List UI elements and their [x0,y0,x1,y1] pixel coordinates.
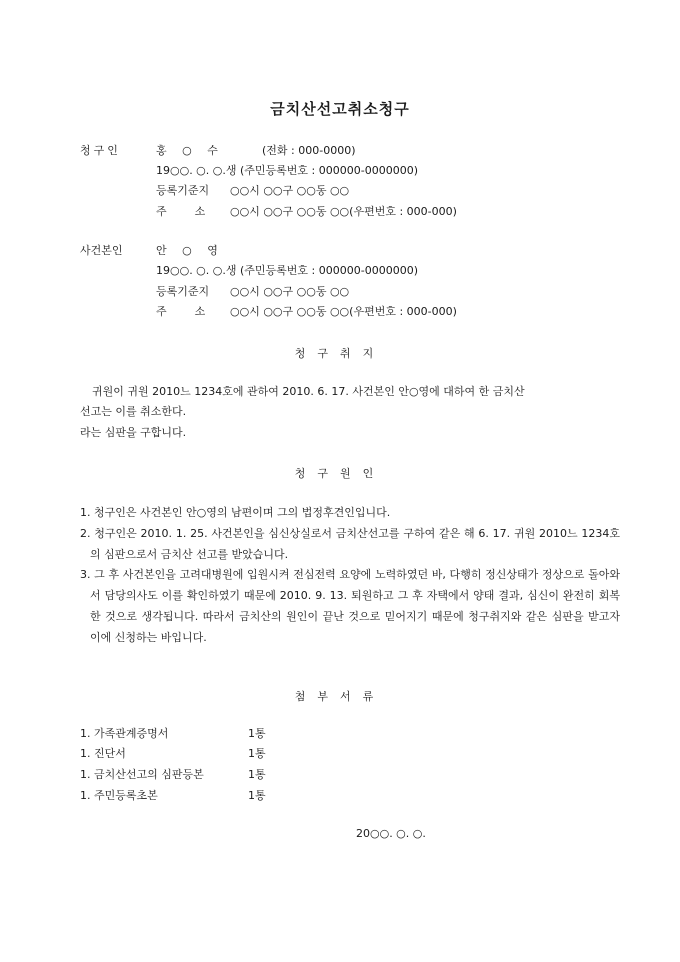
purpose-heading: 청구취지 [294,347,386,360]
cause-item-1: 1. 청구인은 사건본인 안○영의 남편이며 그의 법정후견인입니다. [80,506,391,519]
attachment-name: 1. 가족관계증명서 [80,727,169,740]
subject-label: 사건본인 [80,244,123,257]
petitioner-address-label: 주 소 [156,205,206,218]
attachment-count: 1통 [248,727,266,740]
attachment-item [80,767,266,783]
attachment-name: 1. 주민등록초본 [80,789,158,802]
petitioner-address-value: ○○시 ○○구 ○○동 ○○(우편번호 : 000-000) [230,205,457,218]
attachments-heading: 첨부서류 [294,690,386,703]
attachment-name: 1. 금치산선고의 심판등본 [80,768,204,781]
subject-registry-value: ○○시 ○○구 ○○동 ○○ [230,285,350,298]
petitioner-label: 청구인 [80,144,121,157]
petitioner-birth: 19○○. ○. ○.생 (주민등록번호 : 000000-0000000) [156,164,418,177]
cause-heading: 청구원인 [294,467,386,480]
petitioner-registry-label: 등록기준지 [156,184,210,197]
attachment-count: 1통 [248,789,266,802]
purpose-line-1: 귀원이 귀원 2010느 1234호에 관하여 2010. 6. 17. 사건본인 안○영에 대하여 한 금치산 [92,385,525,398]
subject-address-label: 주 소 [156,305,206,318]
attachment-item [80,746,266,762]
document-title: 금치산선고취소청구 [270,100,410,118]
cause-item-2: 2. 청구인은 2010. 1. 25. 사건본인을 심신상실로서 금치산선고를 구하여 같은 해 6. 17. 귀원 2010느 1234호의 심판으로서 금치산 선고를 받았습니다. [80,527,620,561]
purpose-line-3: 라는 심판을 구합니다. [80,426,187,439]
attachment-item [80,726,266,742]
subject-name: 안 ○ 영 [156,244,224,257]
purpose-line-2: 선고는 이를 취소한다. [80,405,187,418]
cause-item-3: 3. 그 후 사건본인을 고려대병원에 입원시켜 전심전력 요양에 노력하였던 바, 다행히 정신상태가 정상으로 돌아와서 담당의사도 이를 확인하였기 때문에 2010. 9. 13. 퇴원하고 그 후 자택에서 양태 결과, 심신이 완전히 회복한 것으로 생각됩니다. 따라서 금치산의 원인이 끝난 것으로 믿어지기 때문에 청구취지와 같은 심판을 받고자 이에 신청하는 바입니다. [80,568,620,644]
subject-registry-label: 등록기준지 [156,285,210,298]
attachment-name: 1. 진단서 [80,747,126,760]
document-date: 20○○. ○. ○. [356,827,426,840]
petitioner-phone: (전화 : 000-0000) [262,144,356,157]
petitioner-name: 홍 ○ 수 [156,144,224,157]
petitioner-registry-value: ○○시 ○○구 ○○동 ○○ [230,184,350,197]
subject-address-value: ○○시 ○○구 ○○동 ○○(우편번호 : 000-000) [230,305,457,318]
attachment-item [80,788,266,804]
attachment-count: 1통 [248,768,266,781]
attachment-count: 1통 [248,747,266,760]
subject-birth: 19○○. ○. ○.생 (주민등록번호 : 000000-0000000) [156,264,418,277]
